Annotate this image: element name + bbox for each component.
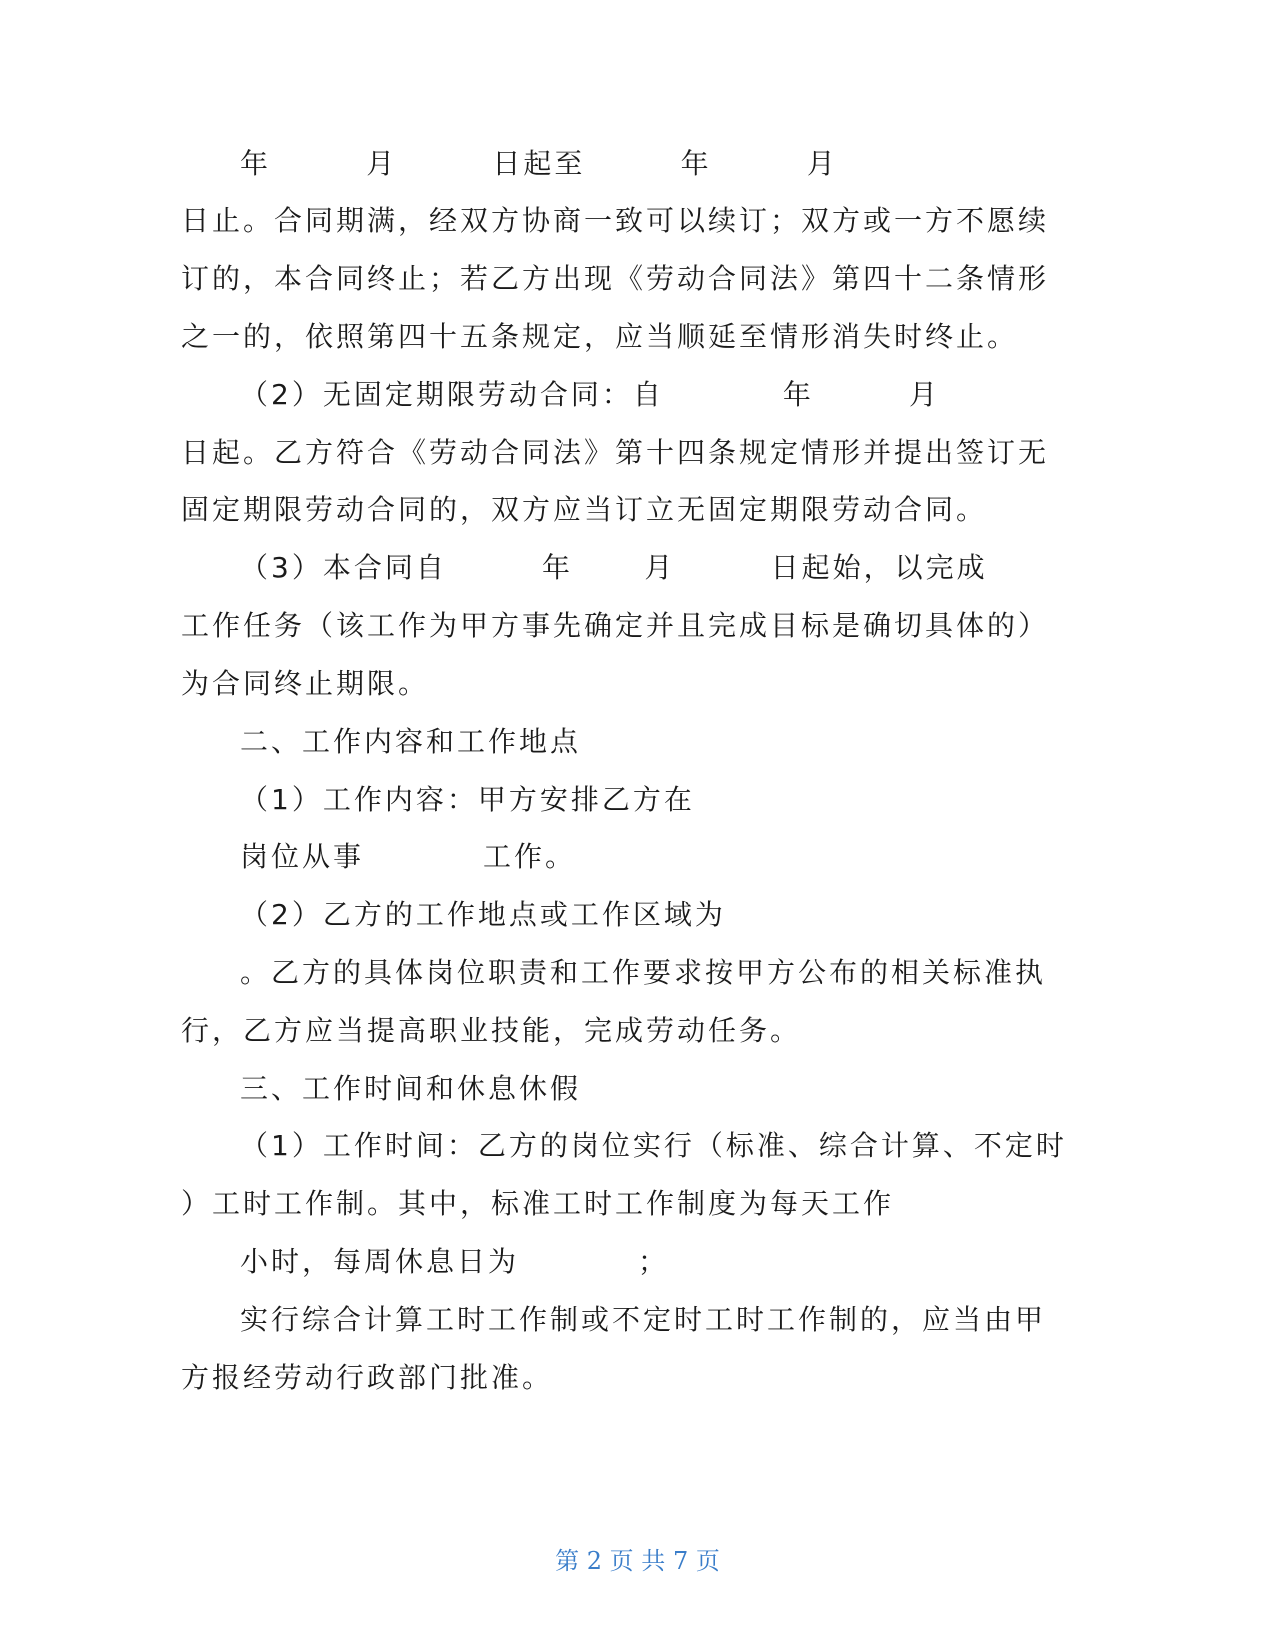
text-line: 小时，每周休息日为 ； xyxy=(240,1245,670,1278)
text-line: ）工时工作制。其中，标准工时工作制度为每天工作 xyxy=(181,1187,895,1220)
text-line: 岗位从事 工作。 xyxy=(240,840,577,873)
section-heading: 二、工作内容和工作地点 xyxy=(240,725,582,758)
text-line: （3）本合同自 年 月 日起始，以完成 xyxy=(240,551,988,584)
text-line: 行，乙方应当提高职业技能，完成劳动任务。 xyxy=(181,1014,802,1047)
text-line: （2）无固定期限劳动合同：自 年 月 xyxy=(240,378,941,411)
text-line: 实行综合计算工时工作制或不定时工时工作制的，应当由甲 xyxy=(240,1303,1047,1336)
text-line: 日起。乙方符合《劳动合同法》第十四条规定情形并提出签订无 xyxy=(181,436,1050,469)
text-line: （2）乙方的工作地点或工作区域为 xyxy=(240,898,726,931)
text-line: 订的，本合同终止；若乙方出现《劳动合同法》第四十二条情形 xyxy=(181,262,1050,295)
page-number-footer: 第 2 页 共 7 页 xyxy=(555,1547,720,1575)
text-line: 。乙方的具体岗位职责和工作要求按甲方公布的相关标准执 xyxy=(240,956,1047,989)
text-line: 之一的，依照第四十五条规定，应当顺延至情形消失时终止。 xyxy=(181,320,1019,353)
text-line: （1）工作时间：乙方的岗位实行（标准、综合计算、不定时 xyxy=(240,1129,1067,1162)
text-line: 工作任务（该工作为甲方事先确定并且完成目标是确切具体的） xyxy=(181,609,1050,642)
text-line: 为合同终止期限。 xyxy=(181,667,430,700)
text-line: 固定期限劳动合同的，双方应当订立无固定期限劳动合同。 xyxy=(181,493,988,526)
section-heading: 三、工作时间和休息休假 xyxy=(240,1072,582,1105)
text-line: 年 月 日起至 年 月 xyxy=(240,147,838,180)
text-line: 方报经劳动行政部门批准。 xyxy=(181,1361,554,1394)
text-line: 日止。合同期满，经双方协商一致可以续订；双方或一方不愿续 xyxy=(181,204,1050,237)
text-line: （1）工作内容：甲方安排乙方在 xyxy=(240,783,695,816)
